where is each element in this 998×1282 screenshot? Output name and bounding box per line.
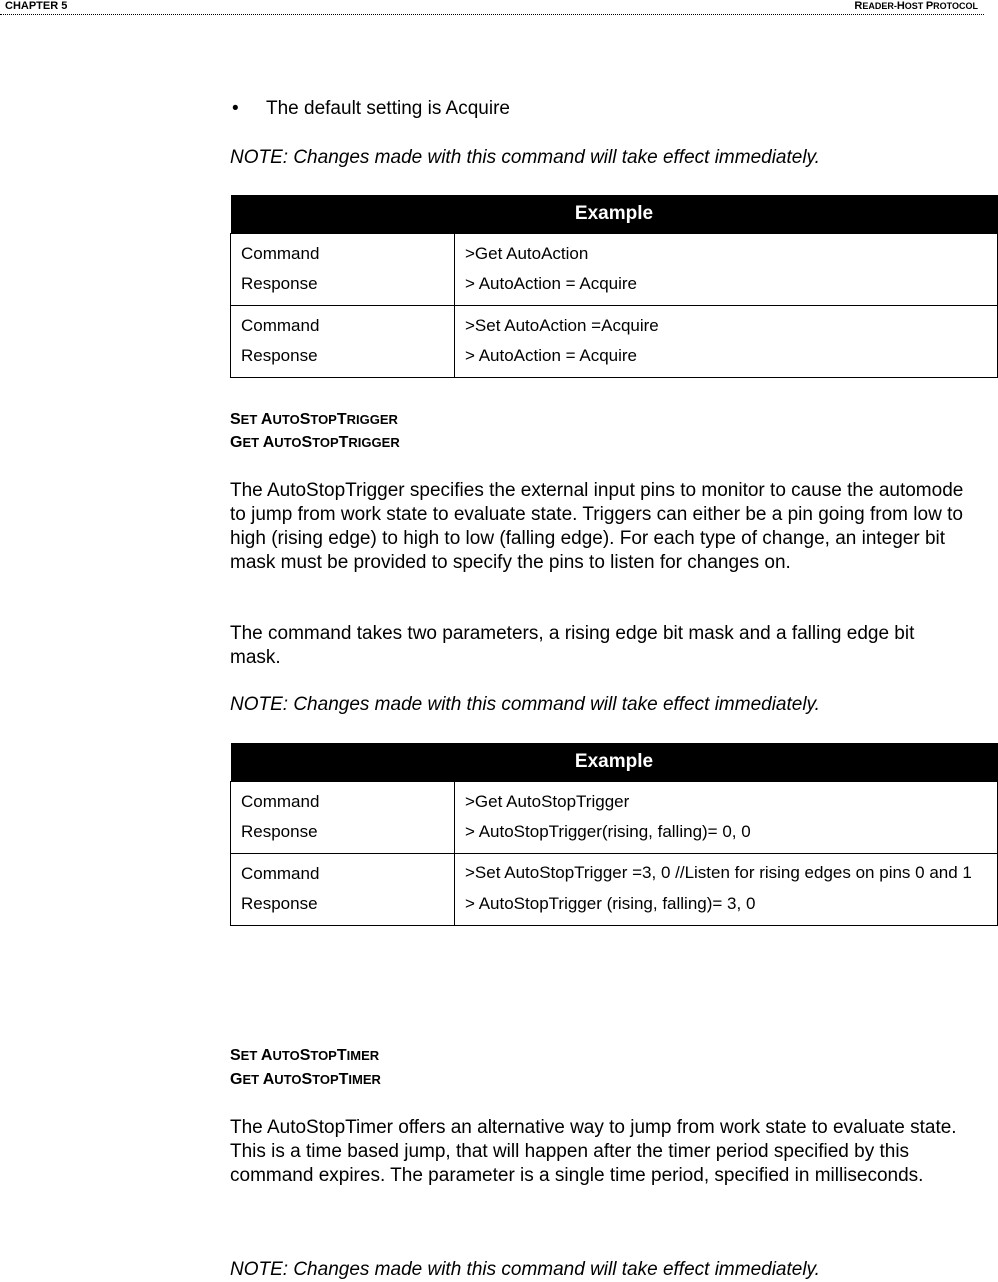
- response-value: > AutoStopTrigger (rising, falling)= 3, 0: [465, 894, 756, 913]
- section-title: READER-HOST PROTOCOL: [854, 0, 978, 12]
- table-row: [231, 782, 998, 854]
- note-autostoptimer: NOTE: Changes made with this command will take effect immediately.: [230, 1259, 820, 1280]
- chapter-label: CHAPTER 5: [5, 0, 68, 12]
- row-label-command: Command: [241, 864, 320, 883]
- table-row: [231, 306, 998, 378]
- row-label-command: Command: [241, 316, 320, 335]
- example-table-title: Example: [231, 743, 998, 782]
- page-header: [0, 0, 984, 15]
- row-label-response: Response: [241, 894, 318, 913]
- response-value: > AutoAction = Acquire: [465, 274, 638, 293]
- example-table-autoaction: [230, 195, 998, 378]
- bullet-text: The default setting is Acquire: [266, 98, 510, 119]
- heading-set-autostoptimer: SET AUTOSTOPTIMER: [230, 1047, 380, 1064]
- heading-get-autostoptimer: GET AUTOSTOPTIMER: [230, 1071, 381, 1088]
- row-label-command: Command: [241, 792, 320, 811]
- autostoptrigger-description: The AutoStopTrigger specifies the external input pins to monitor to cause the automode to jump from work state to evaluate state. Triggers can either be a pin going from low to high (rising edge) to high to low (falling edge). For each type of change, an integer bit mask must be provided to specify the pins to listen for changes on.: [230, 480, 964, 573]
- example-table-title: Example: [231, 195, 998, 234]
- note-autoaction: NOTE: Changes made with this command will take effect immediately.: [230, 147, 820, 168]
- command-value: >Set AutoStopTrigger =3, 0 //Listen for rising edges on pins 0 and 1: [465, 863, 972, 882]
- row-label-response: Response: [241, 274, 318, 293]
- heading-get-autostoptrigger: GET AUTOSTOPTRIGGER: [230, 434, 400, 451]
- row-label-response: Response: [241, 346, 318, 365]
- autostoptrigger-parameters: The command takes two parameters, a rising edge bit mask and a falling edge bit mask.: [230, 623, 915, 668]
- command-value: >Get AutoStopTrigger: [465, 792, 630, 811]
- note-autostoptrigger: NOTE: Changes made with this command will take effect immediately.: [230, 694, 820, 715]
- example-table-autostoptrigger: [230, 743, 998, 926]
- row-label-command: Command: [241, 244, 320, 263]
- heading-set-autostoptrigger: SET AUTOSTOPTRIGGER: [230, 411, 398, 428]
- row-label-response: Response: [241, 822, 318, 841]
- autostoptimer-description: The AutoStopTimer offers an alternative way to jump from work state to evaluate state. This is a time based jump, that will happen after the timer period specified by this command expires. The parameter is a single time period, specified in milliseconds.: [230, 1117, 957, 1186]
- response-value: > AutoStopTrigger(rising, falling)= 0, 0: [465, 822, 751, 841]
- table-row: [231, 854, 998, 926]
- response-value: > AutoAction = Acquire: [465, 346, 638, 365]
- command-value: >Set AutoAction =Acquire: [465, 316, 659, 335]
- bullet-marker: •: [232, 98, 239, 119]
- command-value: >Get AutoAction: [465, 244, 589, 263]
- table-row: [231, 234, 998, 306]
